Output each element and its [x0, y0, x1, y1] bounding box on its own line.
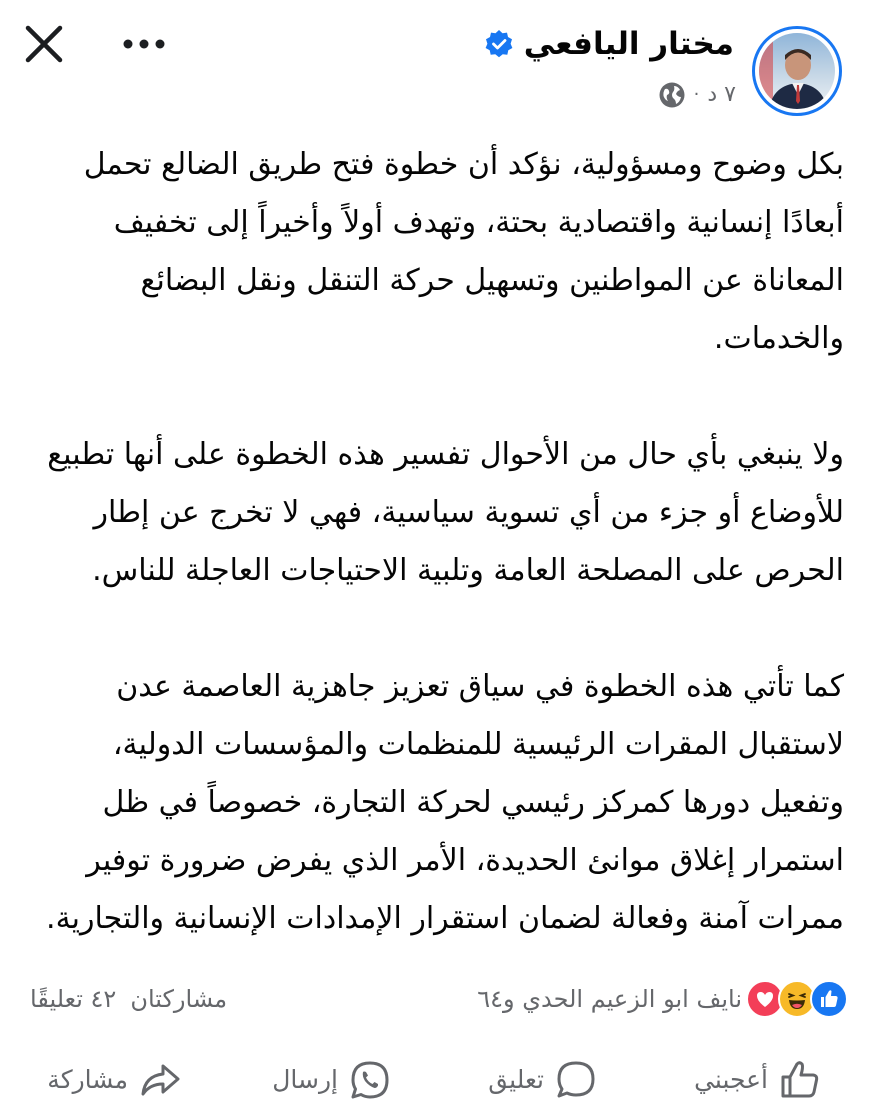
engagement-counts	[30, 982, 227, 1016]
close-button[interactable]	[22, 22, 66, 66]
share-label: مشاركة	[47, 1065, 128, 1094]
author-row	[484, 22, 734, 66]
globe-icon	[658, 81, 686, 109]
post-paragraph: ولا ينبغي بأي حال من الأحوال تفسير هذه الخطوة على أنها تطبيع للأوضاع أو جزء من أي تسوية سياسية، فهي لا تخرج عن إطار الحرص على المصلحة العامة وتلبية الاحتياجات العاجلة للناس.	[47, 437, 844, 588]
post-meta	[658, 78, 736, 112]
thumbs-up-icon	[778, 1058, 822, 1102]
post-text	[44, 136, 844, 948]
share-icon	[138, 1058, 182, 1102]
post-header	[0, 0, 870, 125]
reaction-icons[interactable]	[744, 980, 848, 1020]
post-time[interactable]: ٧ د	[707, 82, 736, 107]
like-label: أعجبني	[694, 1065, 768, 1094]
avatar-image	[759, 33, 835, 109]
share-button[interactable]	[47, 1050, 182, 1110]
comments-count[interactable]: ٤٢ تعليقًا	[30, 985, 117, 1013]
comment-icon	[554, 1058, 598, 1102]
send-button[interactable]	[272, 1050, 392, 1110]
action-bar	[0, 1050, 870, 1110]
like-icon	[810, 980, 848, 1018]
reactors-text[interactable]: نايف ابو الزعيم الحدي و٦٤	[477, 985, 742, 1013]
more-icon	[122, 34, 166, 54]
more-options-button[interactable]	[122, 34, 166, 54]
author-name[interactable]: مختار اليافعي	[523, 26, 734, 62]
send-label: إرسال	[272, 1065, 338, 1094]
post-paragraph: كما تأتي هذه الخطوة في سياق تعزيز جاهزية العاصمة عدن لاستقبال المقرات الرئيسية للمنظمات والمؤسسات الدولية، وتفعيل دورها كمركز رئيسي لحركة التجارة، خصوصاً في ظل استمرار إغلاق موانئ الحديدة، الأمر الذي يفرض ضرورة توفير ممرات آمنة وفعالة لضمان استقرار الإمدادات الإنسانية والتجارية.	[46, 669, 844, 936]
meta-separator: ·	[693, 84, 700, 105]
reactions-bar	[0, 976, 870, 1022]
profile-photo-icon	[759, 33, 835, 109]
post-paragraph: بكل وضوح ومسؤولية، نؤكد أن خطوة فتح طريق الضالع تحمل أبعادًا إنسانية واقتصادية بحتة، وتهدف أولاً وأخيراً إلى تخفيف المعاناة عن المواطنين وتسهيل حركة التنقل ونقل البضائع والخدمات.	[83, 147, 844, 356]
like-button[interactable]	[694, 1050, 822, 1110]
close-icon	[22, 22, 66, 66]
comment-button[interactable]	[488, 1050, 598, 1110]
verified-badge-icon	[484, 29, 514, 59]
whatsapp-icon	[348, 1058, 392, 1102]
avatar[interactable]	[752, 26, 842, 116]
shares-count[interactable]: مشاركتان	[130, 985, 228, 1013]
comment-label: تعليق	[488, 1065, 544, 1094]
